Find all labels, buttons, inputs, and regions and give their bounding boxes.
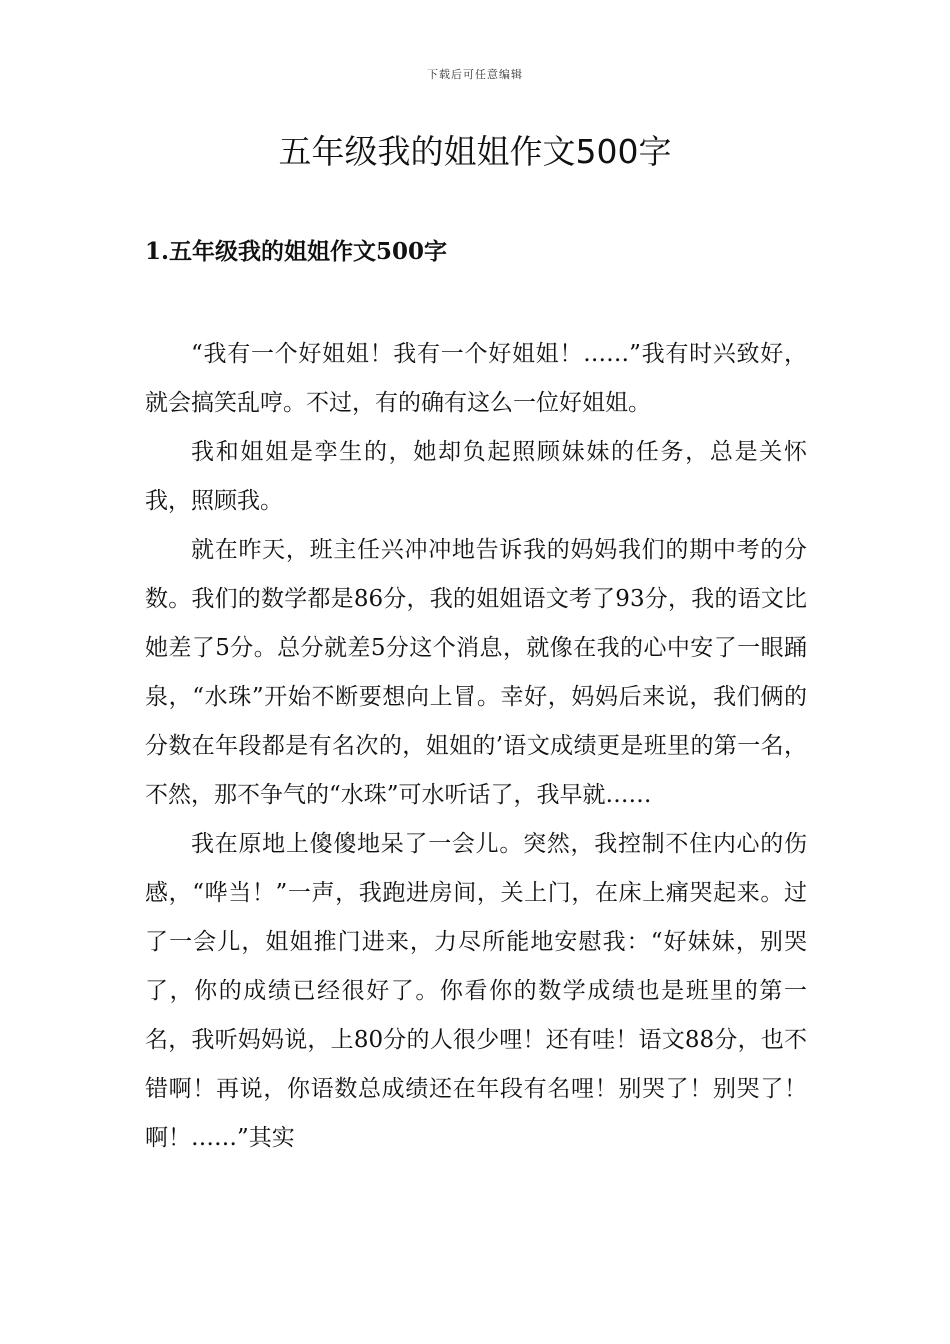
section-heading: 1.五年级我的姐姐作文500字 xyxy=(145,238,448,265)
essay-body xyxy=(145,330,807,1163)
paragraph-4: 我在原地上傻傻地呆了一会儿。突然，我控制不住内心的伤感，“哗当！”一声，我跑进房间，关上门，在床上痛哭起来。过了一会儿，姐姐推门进来，力尽所能地安慰我：“好妹妹，别哭了，你的成绩已经很好了。你看你的数学成绩也是班里的第一名，我听妈妈说，上80分的人很少哩！还有哇！语文88分，也不错啊！再说，你语数总成绩还在年段有名哩！别哭了！别哭了！啊！……”其实 xyxy=(145,831,807,1151)
document-title: 五年级我的姐姐作文500字 xyxy=(278,132,672,171)
paragraph-1: “我有一个好姐姐！我有一个好姐姐！……”我有时兴致好，就会搞笑乱哼。不过，有的确有这么一位好姐姐。 xyxy=(145,341,807,416)
header-note: 下载后可任意编辑 xyxy=(427,68,523,81)
paragraph-3: 就在昨天，班主任兴冲冲地告诉我的妈妈我们的期中考的分数。我们的数学都是86分，我的姐姐语文考了93分，我的语文比她差了5分。总分就差5分这个消息，就像在我的心中安了一眼踊泉，“水珠”开始不断要想向上冒。幸好，妈妈后来说，我们俩的分数在年段都是有名次的，姐姐的’语文成绩更是班里的第一名，不然，那不争气的“水珠”可水听话了，我早就…… xyxy=(145,537,807,808)
paragraph-2: 我和姐姐是孪生的，她却负起照顾妹妹的任务，总是关怀我，照顾我。 xyxy=(145,439,807,514)
